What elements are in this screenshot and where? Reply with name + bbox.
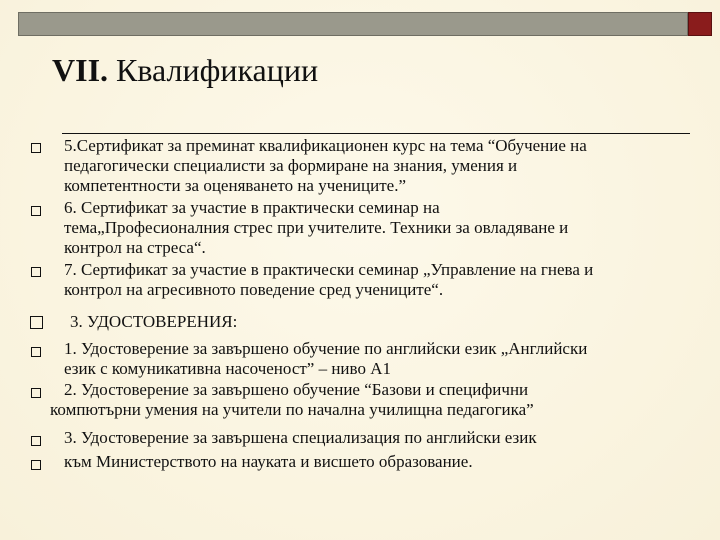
list-item-line: компютърни умения на учители по начална училищна педагогика” bbox=[50, 400, 534, 419]
title-text: Квалификации bbox=[116, 52, 319, 88]
square-bullet-icon bbox=[31, 460, 41, 470]
square-bullet-icon bbox=[31, 267, 41, 277]
list-item-line: 5.Сертификат за преминат квалификационен курс на тема “Обучение на bbox=[64, 136, 587, 155]
section-heading-text: 3. УДОСТОВЕРЕНИЯ: bbox=[70, 312, 238, 331]
slide-title bbox=[52, 52, 318, 89]
list-item-line: компетентности за оценяването на учениците.” bbox=[64, 176, 406, 195]
title-number: VII. bbox=[52, 52, 109, 88]
list-item-line: контрол на стреса“. bbox=[64, 238, 206, 257]
list-item-line: 3. Удостоверение за завършена специализация по английски език bbox=[64, 428, 537, 447]
list-item bbox=[64, 198, 704, 258]
list-item bbox=[50, 380, 704, 420]
square-bullet-icon bbox=[31, 347, 41, 357]
section-heading bbox=[70, 312, 710, 332]
list-item-line: 7. Сертификат за участие в практически семинар „Управление на гнева и bbox=[64, 260, 594, 279]
corner-square-icon bbox=[688, 12, 712, 36]
top-decorative-bar bbox=[18, 12, 688, 36]
list-item bbox=[64, 136, 704, 196]
square-bullet-icon bbox=[31, 436, 41, 446]
list-item bbox=[64, 428, 704, 472]
list-item-line: контрол на агресивното поведение сред учениците“. bbox=[64, 280, 444, 299]
list-item-line: към Министерството на науката и висшето образование. bbox=[64, 452, 473, 471]
square-bullet-icon bbox=[30, 316, 43, 329]
divider-line bbox=[62, 133, 690, 134]
list-item bbox=[64, 260, 704, 300]
list-item-line: език с комуникативна насоченост” – ниво А1 bbox=[64, 359, 391, 378]
list-item-line: 6. Сертификат за участие в практически семинар на bbox=[64, 198, 440, 217]
list-item bbox=[64, 339, 704, 379]
square-bullet-icon bbox=[31, 143, 41, 153]
list-item-line: педагогически специалисти за формиране на знания, умения и bbox=[64, 156, 518, 175]
list-item-line: 2. Удостоверение за завършено обучение “Базови и специфични bbox=[64, 380, 529, 399]
list-item-line: тема„Професионалния стрес при учителите. Техники за овладяване и bbox=[64, 218, 569, 237]
square-bullet-icon bbox=[31, 388, 41, 398]
list-item-line: 1. Удостоверение за завършено обучение по английски език „Английски bbox=[64, 339, 588, 358]
square-bullet-icon bbox=[31, 206, 41, 216]
